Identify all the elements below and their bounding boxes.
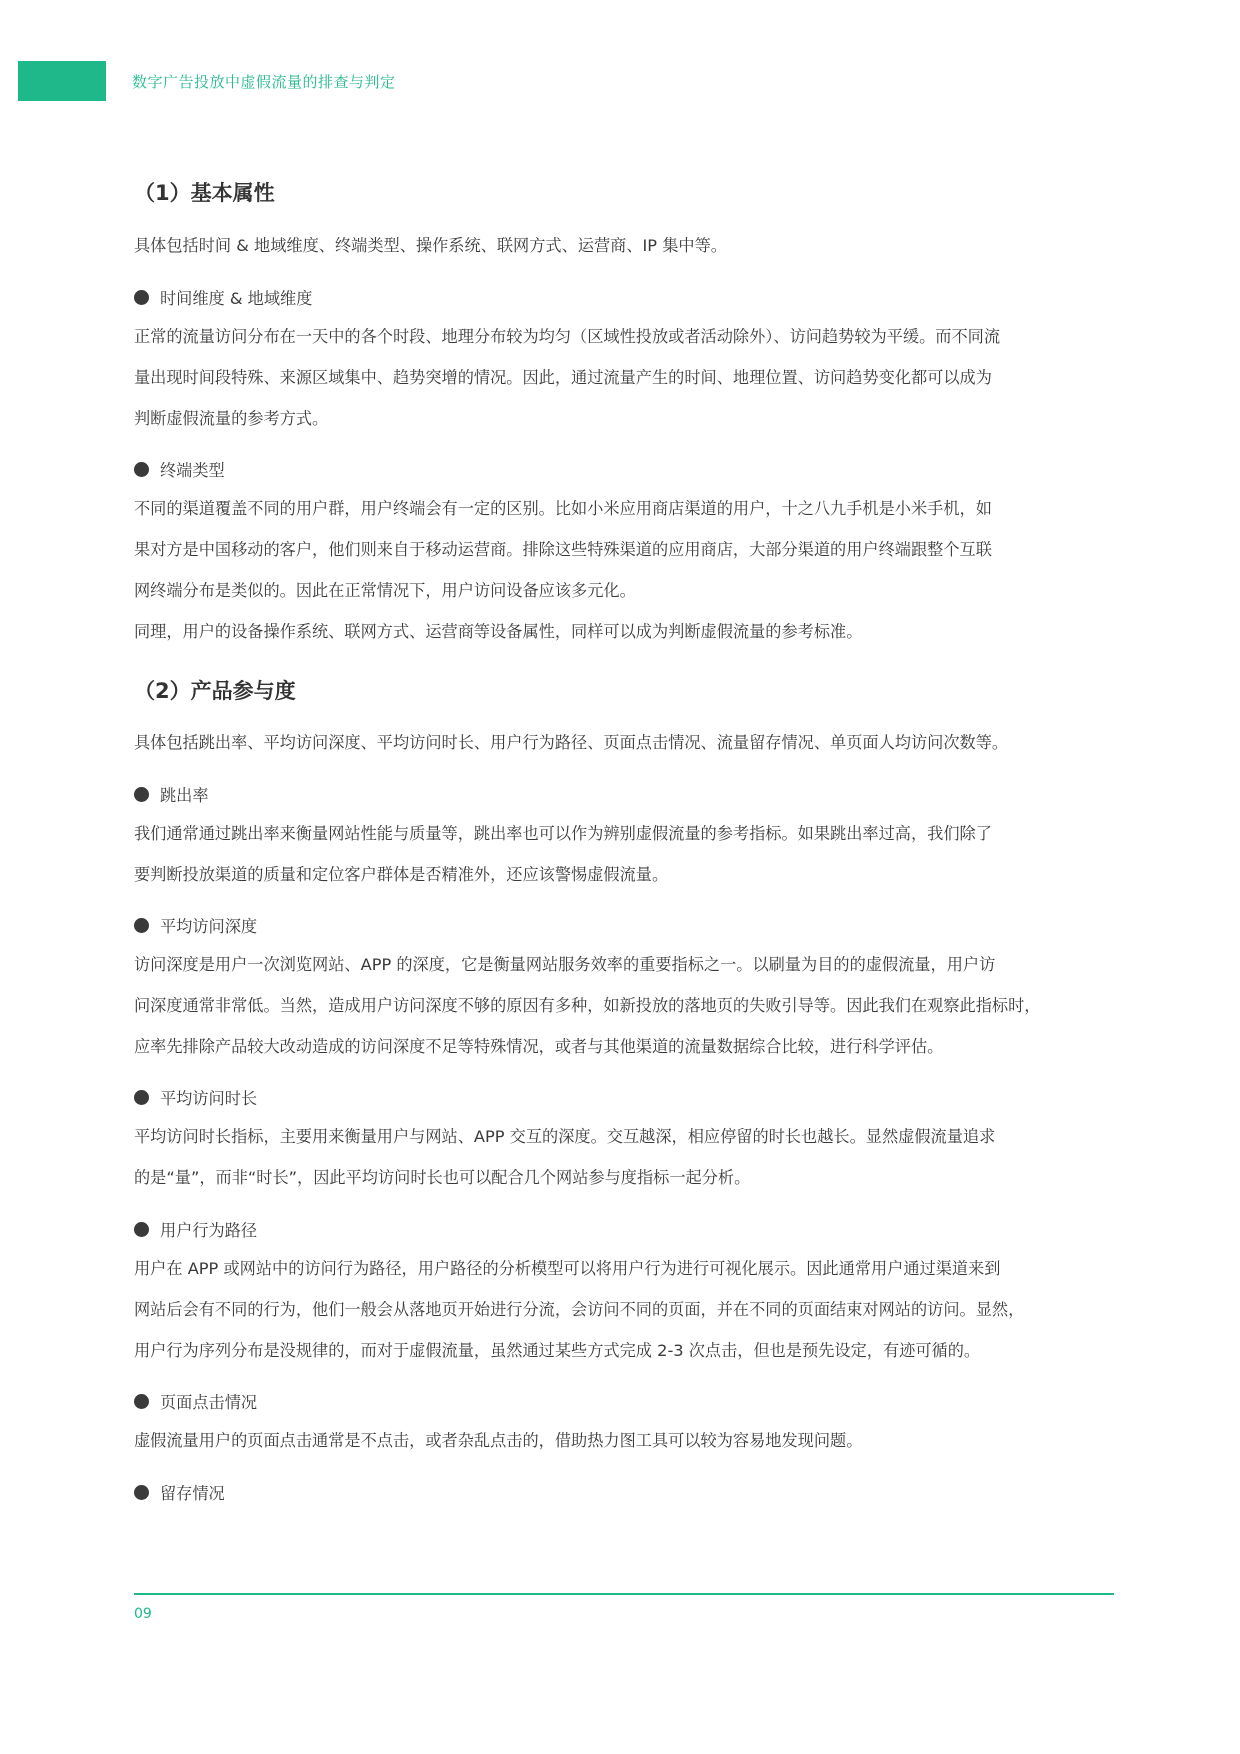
- bullet-dot-icon: [134, 787, 149, 802]
- bullet-label: 用户行为路径: [160, 1221, 258, 1240]
- text-line: 果对方是中国移动的客户，他们则来自于移动运营商。排除这些特殊渠道的应用商店，大部分渠道的用户终端跟整个互联: [134, 540, 992, 559]
- bullet-retention: [134, 1480, 225, 1504]
- text-line: 虚假流量用户的页面点击通常是不点击，或者杂乱点击的，借助热力图工具可以较为容易地发现问题。: [134, 1431, 863, 1450]
- bullet-terminal-type: [134, 457, 225, 481]
- paragraph-user-path: [134, 1248, 1114, 1371]
- bullet-dot-icon: [134, 290, 149, 305]
- bullet-user-path: [134, 1217, 257, 1241]
- footer-divider: [134, 1593, 1114, 1595]
- text-line: 网站后会有不同的行为，他们一般会从落地页开始进行分流，会访问不同的页面，并在不同的页面结束对网站的访问。显然，: [134, 1300, 1025, 1319]
- bullet-label: 跳出率: [160, 786, 209, 805]
- paragraph-time-region: [134, 316, 1114, 439]
- text-line: 要判断投放渠道的质量和定位客户群体是否精准外，还应该警惕虚假流量。: [134, 865, 669, 884]
- bullet-label: 平均访问深度: [160, 917, 258, 936]
- section-intro: [134, 225, 1114, 266]
- bullet-avg-visit-depth: [134, 913, 257, 937]
- bullet-dot-icon: [134, 462, 149, 477]
- document-title: 数字广告投放中虚假流量的排查与判定: [132, 73, 396, 91]
- header-accent-bar: [18, 61, 106, 101]
- text-line: 访问深度是用户一次浏览网站、APP 的深度，它是衡量网站服务效率的重要指标之一。以刷量为目的的虚假流量，用户访: [134, 955, 996, 974]
- text-line: 网终端分布是类似的。因此在正常情况下，用户访问设备应该多元化。: [134, 581, 636, 600]
- text-line: 不同的渠道覆盖不同的用户群，用户终端会有一定的区别。比如小米应用商店渠道的用户，十之八九手机是小米手机，如: [134, 499, 992, 518]
- text-line: 具体包括跳出率、平均访问深度、平均访问时长、用户行为路径、页面点击情况、流量留存情况、单页面人均访问次数等。: [134, 733, 1009, 752]
- text-line: 正常的流量访问分布在一天中的各个时段、地理分布较为均匀（区域性投放或者活动除外）、访问趋势较为平缓。而不同流: [134, 327, 1001, 346]
- bullet-page-clicks: [134, 1389, 257, 1413]
- bullet-bounce-rate: [134, 782, 209, 806]
- section-title-product-engagement: （2）产品参与度: [134, 679, 296, 703]
- text-line: 用户在 APP 或网站中的访问行为路径，用户路径的分析模型可以将用户行为进行可视化展示。因此通常用户通过渠道来到: [134, 1259, 1001, 1278]
- text-line: 平均访问时长指标，主要用来衡量用户与网站、APP 交互的深度。交互越深，相应停留的时长也越长。显然虚假流量追求: [134, 1127, 996, 1146]
- paragraph-avg-visit-duration: [134, 1116, 1114, 1198]
- bullet-label: 时间维度 & 地域维度: [160, 289, 313, 308]
- text-line: 应率先排除产品较大改动造成的访问深度不足等特殊情况，或者与其他渠道的流量数据综合比较，进行科学评估。: [134, 1037, 944, 1056]
- bullet-label: 平均访问时长: [160, 1089, 258, 1108]
- text-line: 问深度通常非常低。当然，造成用户访问深度不够的原因有多种，如新投放的落地页的失败引导等。因此我们在观察此指标时，: [134, 996, 1041, 1015]
- paragraph-terminal-type: [134, 488, 1114, 652]
- text-line: 同理，用户的设备操作系统、联网方式、运营商等设备属性，同样可以成为判断虚假流量的参考标准。: [134, 622, 863, 641]
- bullet-dot-icon: [134, 1485, 149, 1500]
- bullet-dot-icon: [134, 1394, 149, 1409]
- bullet-dot-icon: [134, 1222, 149, 1237]
- section-title-basic-attributes: （1）基本属性: [134, 181, 275, 205]
- paragraph-avg-visit-depth: [134, 944, 1114, 1067]
- text-line: 我们通常通过跳出率来衡量网站性能与质量等，跳出率也可以作为辨别虚假流量的参考指标。如果跳出率过高，我们除了: [134, 824, 992, 843]
- bullet-label: 留存情况: [160, 1484, 225, 1503]
- bullet-dot-icon: [134, 918, 149, 933]
- text-line: 量出现时间段特殊、来源区域集中、趋势突增的情况。因此，通过流量产生的时间、地理位置、访问趋势变化都可以成为: [134, 368, 992, 387]
- paragraph-page-clicks: [134, 1420, 1114, 1461]
- page-number: 09: [134, 1606, 152, 1622]
- bullet-label: 页面点击情况: [160, 1393, 258, 1412]
- text-line: 判断虚假流量的参考方式。: [134, 409, 329, 428]
- text-line: 具体包括时间 & 地域维度、终端类型、操作系统、联网方式、运营商、IP 集中等。: [134, 236, 727, 255]
- text-line: 的是“量”，而非“时长”，因此平均访问时长也可以配合几个网站参与度指标一起分析。: [134, 1168, 751, 1187]
- text-line: 用户行为序列分布是没规律的，而对于虚假流量，虽然通过某些方式完成 2-3 次点击，但也是预先设定，有迹可循的。: [134, 1341, 981, 1360]
- bullet-avg-visit-duration: [134, 1085, 257, 1109]
- paragraph-bounce-rate: [134, 813, 1114, 895]
- section-intro: [134, 722, 1114, 763]
- bullet-dot-icon: [134, 1090, 149, 1105]
- bullet-time-region: [134, 285, 312, 309]
- bullet-label: 终端类型: [160, 461, 225, 480]
